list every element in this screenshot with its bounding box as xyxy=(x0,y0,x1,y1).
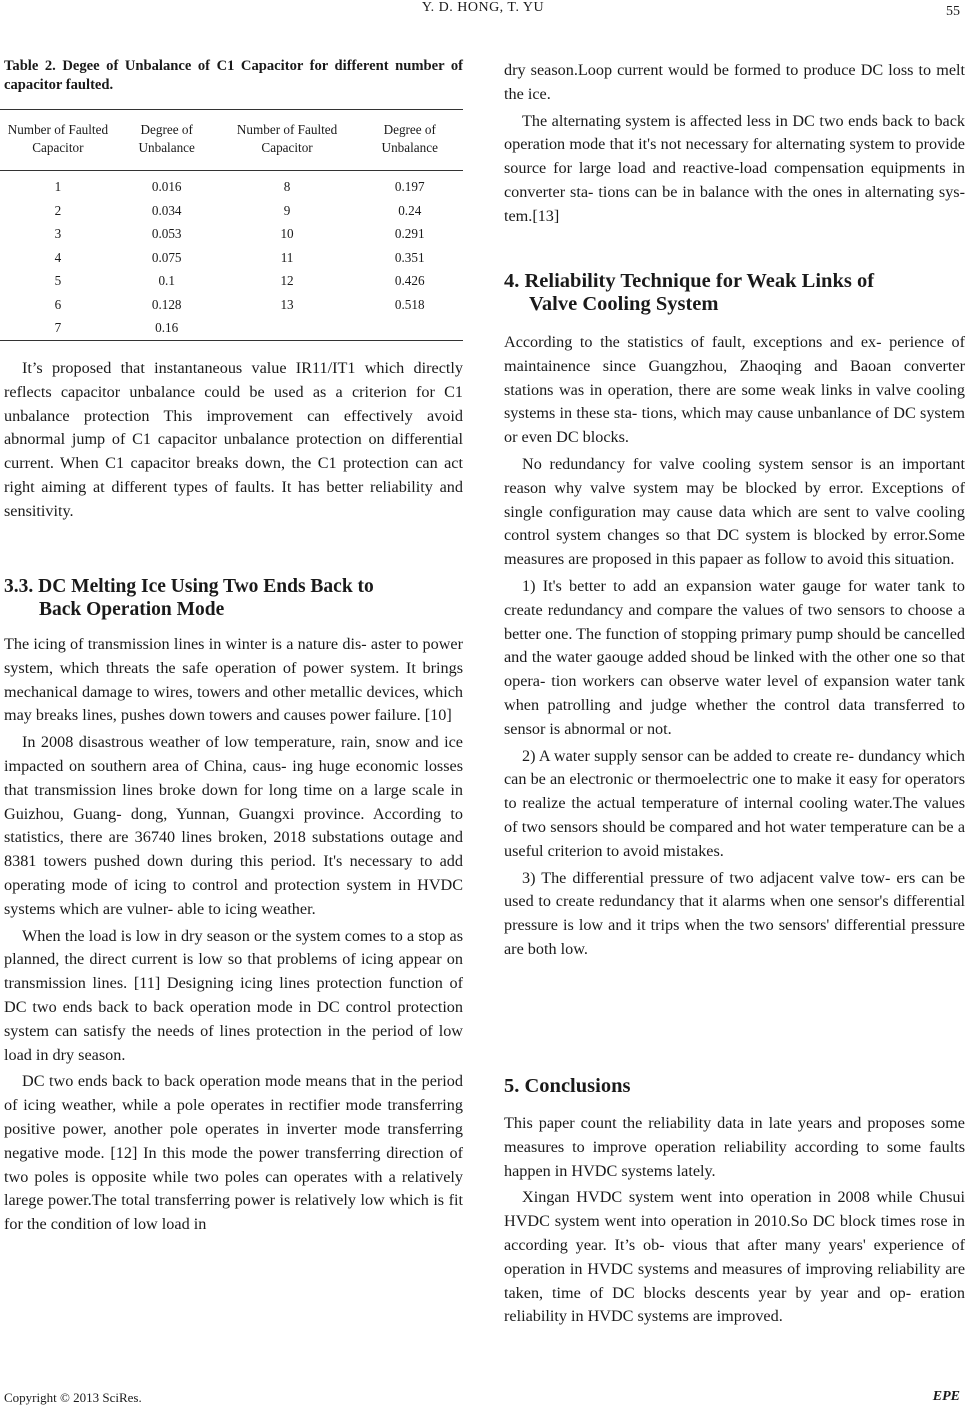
table-cell: 2 xyxy=(54,202,62,218)
right-body-block-mid xyxy=(504,331,965,962)
table-header-row xyxy=(0,110,463,171)
table-cell: 1 xyxy=(54,179,62,194)
right-body-block-top xyxy=(504,59,965,229)
table-cell: 7 xyxy=(54,320,62,335)
table-cell: 8 xyxy=(283,179,291,194)
column-header: Number of Faulted Capacitor xyxy=(7,122,109,155)
capacitor-unbalance-table xyxy=(0,109,463,341)
body-paragraph: According to the statistics of fault, exceptions and ex- perience of maintainence since Guangzhou, Zhaoqing and Baoan converter stations was in operation, there are some weak links in valve cooling systems in these sta- tions, which may cause unbanlance of DC system or even DC blocks. xyxy=(504,333,965,447)
table-row xyxy=(0,199,463,223)
section-heading-line: Valve Cooling System xyxy=(529,293,719,315)
table-cell: 3 xyxy=(54,226,62,241)
body-paragraph: 2) A water supply sensor can be added to create re- dundancy which can be an electronic or thermoelectric one to make it easy for operators to realize the actual temperature of internal cooling water.The values of two sensors should be compared and hot water temperature can be a useful criterion to avoid mistakes. xyxy=(504,746,965,860)
body-paragraph: Xingan HVDC system went into operation in 2008 while Chusui HVDC system went into operation in 2010.So DC block times rose in according year. It’s ob- vious that after many years' experience of operation in HVDC systems and measures of improving reliability are taken, time of DC blocks descents year by year and op- eration reliability in HVDC systems are improved. xyxy=(504,1188,965,1326)
section-3-3-heading xyxy=(4,575,463,621)
left-body-block xyxy=(4,633,463,1237)
body-paragraph: The icing of transmission lines in winter is a nature dis- aster to power system, which threats the safe operation of power system. It brings mechanical damage to wires, towers and other metallic devices, which may breaks lines, pushes down towers and causes power failure. [10] xyxy=(4,635,463,725)
copyright-footer: Copyright © 2013 SciRes. xyxy=(4,1390,142,1405)
body-paragraph: This paper count the reliability data in late years and proposes some measures to improve operation reliability according to some faults happen in HVDC systems lately. xyxy=(504,1114,965,1180)
table-row xyxy=(0,316,463,340)
column-header: Number of Faulted Capacitor xyxy=(236,122,338,155)
body-paragraph: When the load is low in dry season or the system comes to a stop as planned, the direct current is low so that problems of icing appear on transmission lines. [11] Designing icing lines protection function of DC two ends back to back operation mode in DC control protection system can satisfy the needs of lines protection in the period of low load in dry season. xyxy=(4,926,463,1064)
table-cell xyxy=(357,316,464,340)
table-cell: 0.291 xyxy=(394,226,425,241)
table-cell: 0.075 xyxy=(151,249,182,265)
body-paragraph: 3) The differential pressure of two adjacent valve tow- ers can be used to create redundancy that it alarms when one sensor's differential pressure is low and it trips when the two sensors' differential pressure are both low. xyxy=(504,868,965,958)
table-cell: 0.24 xyxy=(398,202,422,218)
table-cell: 0.1 xyxy=(158,273,175,288)
body-paragraph: dry season.Loop current would be formed to produce DC loss to melt the ice. xyxy=(504,61,965,103)
column-header: Degree of Unbalance xyxy=(381,122,438,155)
table-cell: 9 xyxy=(283,202,291,218)
body-paragraph: No redundancy for valve cooling system sensor is an important reason why valve system may be blocked by error. Exceptions of single configuration may cause data which are sent to valve cooling control system changes so that DC system is blocked by error.Some measures are proposed in this papaer as follow to avoid this situation. xyxy=(504,454,965,569)
table-cell xyxy=(218,316,357,340)
table-cell: 0.351 xyxy=(394,249,425,265)
table-cell: 0.16 xyxy=(155,320,179,335)
table-cell: 5 xyxy=(54,273,62,288)
section-heading-line: 5. Conclusions xyxy=(504,1075,631,1097)
table-row xyxy=(0,246,463,270)
table-row xyxy=(0,222,463,246)
table-cell: 0.034 xyxy=(151,202,182,218)
left-paragraph-1-block xyxy=(4,357,463,524)
table-cell: 0.426 xyxy=(394,273,425,288)
table-cell: 0.016 xyxy=(151,179,182,194)
table-cell: 11 xyxy=(280,249,294,265)
table-cell: 0.518 xyxy=(394,296,425,312)
body-paragraph: 1) It's better to add an expansion water gauge for water tank to create redundancy and compare the values of two sensors to choose a better one. The function of stopping primary pump should be cancelled and the water gaouge added shoud be linked with the other one so that opera- tion workers can observe water level of expansion water tank when patrolling and judge whether the control data transferred to sensor is abnormal or not. xyxy=(504,576,965,738)
table-cell: 0.053 xyxy=(151,226,182,241)
section-heading-line: 4. Reliability Technique for Weak Links of xyxy=(504,270,875,292)
section-5-heading xyxy=(504,1075,965,1098)
table-cell: 12 xyxy=(280,273,294,288)
table-row xyxy=(0,269,463,293)
journal-abbreviation: EPE xyxy=(932,1389,960,1404)
body-paragraph: The alternating system is affected less in DC two ends back to back operation mode that it's not necessary for alternating system to provide source for large load and reactive-load compensation equipments in converter sta- tions can be in balance with the ones in alternating sys- tem.[13] xyxy=(504,111,965,225)
running-header-authors: Y. D. HONG, T. YU xyxy=(421,0,545,15)
column-header: Degree of Unbalance xyxy=(138,122,195,155)
section-4-heading xyxy=(504,270,965,316)
table-cell: 13 xyxy=(280,296,294,312)
table-cell: 10 xyxy=(280,226,294,241)
section-heading-line: Back Operation Mode xyxy=(39,599,225,620)
table-cell: 6 xyxy=(54,296,62,312)
table-cell: 0.128 xyxy=(151,296,182,312)
body-paragraph: DC two ends back to back operation mode means that in the period of icing weather, while a pole operates in rectifier mode transferring positive power, another pole operates in inverter mode transferring negative mode. [12] In this mode the power transferring direction of two poles is opposite while two poles can operates with a relatively larege power.The total transferring power is relatively low which is fit for the condition of low load in xyxy=(4,1072,463,1234)
section-heading-line: 3.3. DC Melting Ice Using Two Ends Back to xyxy=(4,576,374,597)
table-caption: Table 2. Degee of Unbalance of C1 Capacitor for different number of capacitor faulted. xyxy=(4,58,463,93)
table-cell: 0.197 xyxy=(394,179,425,194)
table-cell: 4 xyxy=(54,249,62,265)
body-paragraph: It’s proposed that instantaneous value IR11/IT1 which directly reflects capacitor unbalance could be used as a criterion for C1 unbalance protection This improvement can effectively avoid abnormal jump of C1 capacitor unbalance protection on differential current. When C1 capacitor breaks down, the C1 protection can act right aiming at different types of faults. It has better reliability and sensitivity. xyxy=(4,359,463,520)
body-paragraph: In 2008 disastrous weather of low temperature, rain, snow and ice impacted on southern area of China, caus- ing huge economic losses that transmission lines broke down for long time on a large scale in Guizhou, Guang- dong, Yunnan, Guangxi province. According to statistics, there are 36740 lines broken, 2018 substations outage and 8381 towers pushed down during this period. It's necessary to add operating mode of icing to control and protection system in HVDC systems which are vulner- able to icing weather. xyxy=(4,733,463,918)
right-body-block-bottom xyxy=(504,1112,965,1329)
page-number: 55 xyxy=(946,4,960,19)
table-row xyxy=(0,293,463,317)
table-row xyxy=(0,171,463,199)
